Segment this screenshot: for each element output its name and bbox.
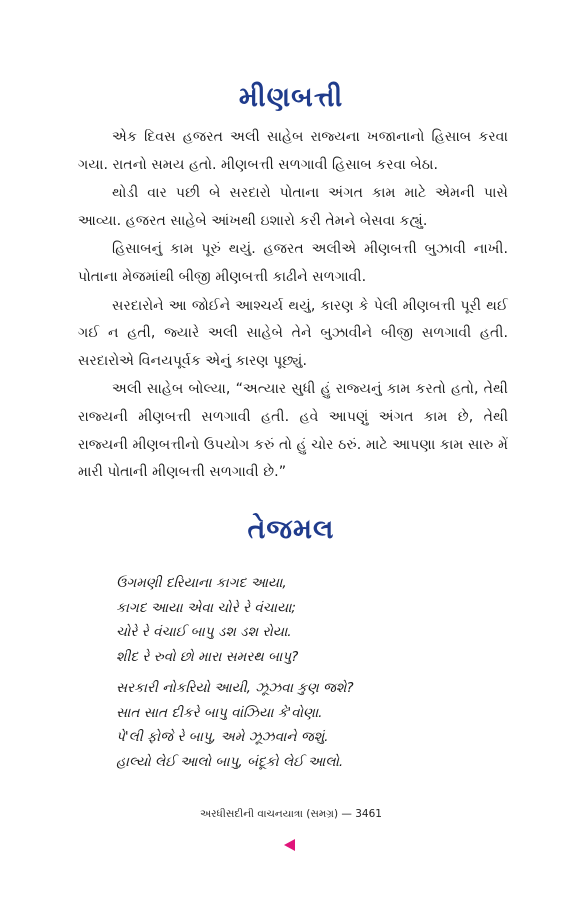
poem-line: ઉગમણી દરિયાના કાગદ આયા, [116,575,287,591]
poem-line: ચોરે રે વંચાઈ બાપુ ડશ ડશ રોયા. [116,624,292,641]
page-footer: અરધીસદીની વાચનયાત્રા (સમગ્ર) — 3461 [200,808,382,820]
story-body [78,124,508,488]
poem-line: શીદ રે રુવો છો મારા સમરથ બાપુ? [116,648,299,665]
poem-line: સરકારી નોકરિયો આયી, ઝૂઝવા કુણ જશે? [116,680,354,696]
poem-stanza [116,571,496,669]
previous-page-arrow-icon[interactable] [284,839,295,851]
poem-stanza [116,676,496,774]
poem-line: કાગદ આયા એવા ચોરે રે વંચાયા; [116,599,296,616]
story-paragraph: એક દિવસ હજરત અલી સાહેબ રાજ્યના ખજાનાનો હિસાબ કરવા ગયા. રાતનો સમય હતો. મીણબત્તી સળગાવી હિસાબ કરવા બેઠા. [78,129,508,173]
poem-line: હાલ્યો લેઈ આલો બાપુ, બંદૂકો લેઈ આલો. [116,753,344,770]
poem-title: તેજમલ [247,514,335,545]
story-paragraph: થોડી વાર પછી બે સરદારો પોતાના અંગત કામ માટે એમની પાસે આવ્યા. હજરત સાહેબે આંખથી ઇશારો કરી તેમને બેસવા કહ્યું. [78,185,508,229]
story-paragraph: અલી સાહેબ બોલ્યા, “અત્યાર સુધી હું રાજ્યનું કામ કરતો હતો, તેથી રાજ્યની મીણબત્તી સળગાવી હતી. હવે આપણું અંગત કામ છે, તેથી રાજ્યની મીણબત્તીનો ઉપયોગ કરું તો હું ચોર ઠરું. માટે આપણા કામ સારુ મેં મારી પોતાની મીણબત્તી સળગાવી છે.” [78,381,508,481]
story-paragraph: હિસાબનું કામ પૂરું થયું. હજરત અલીએ મીણબત્તી બુઝાવી નાખી. પોતાના મેજમાંથી બીજી મીણબત્તી કાઢીને સળગાવી. [78,241,508,285]
story-title: મીણબત્તી [238,82,344,113]
story-paragraph: સરદારોને આ જોઈને આશ્ચર્ય થયું, કારણ કે પેલી મીણબત્તી પૂરી થઈ ગઈ ન હતી, જ્યારે અલી સાહેબે તેને બુઝાવીને બીજી સળગાવી હતી. સરદારોએ વિનયપૂર્વક એનું કારણ પૂછ્યું. [78,297,508,369]
poem-line: પે'લી ફોજે રે બાપુ, અમે ઝૂઝવાને જશું. [116,729,329,746]
poem-line: સાત સાત દીકરે બાપુ વાંઝિયા કે'વોણા. [116,704,323,721]
